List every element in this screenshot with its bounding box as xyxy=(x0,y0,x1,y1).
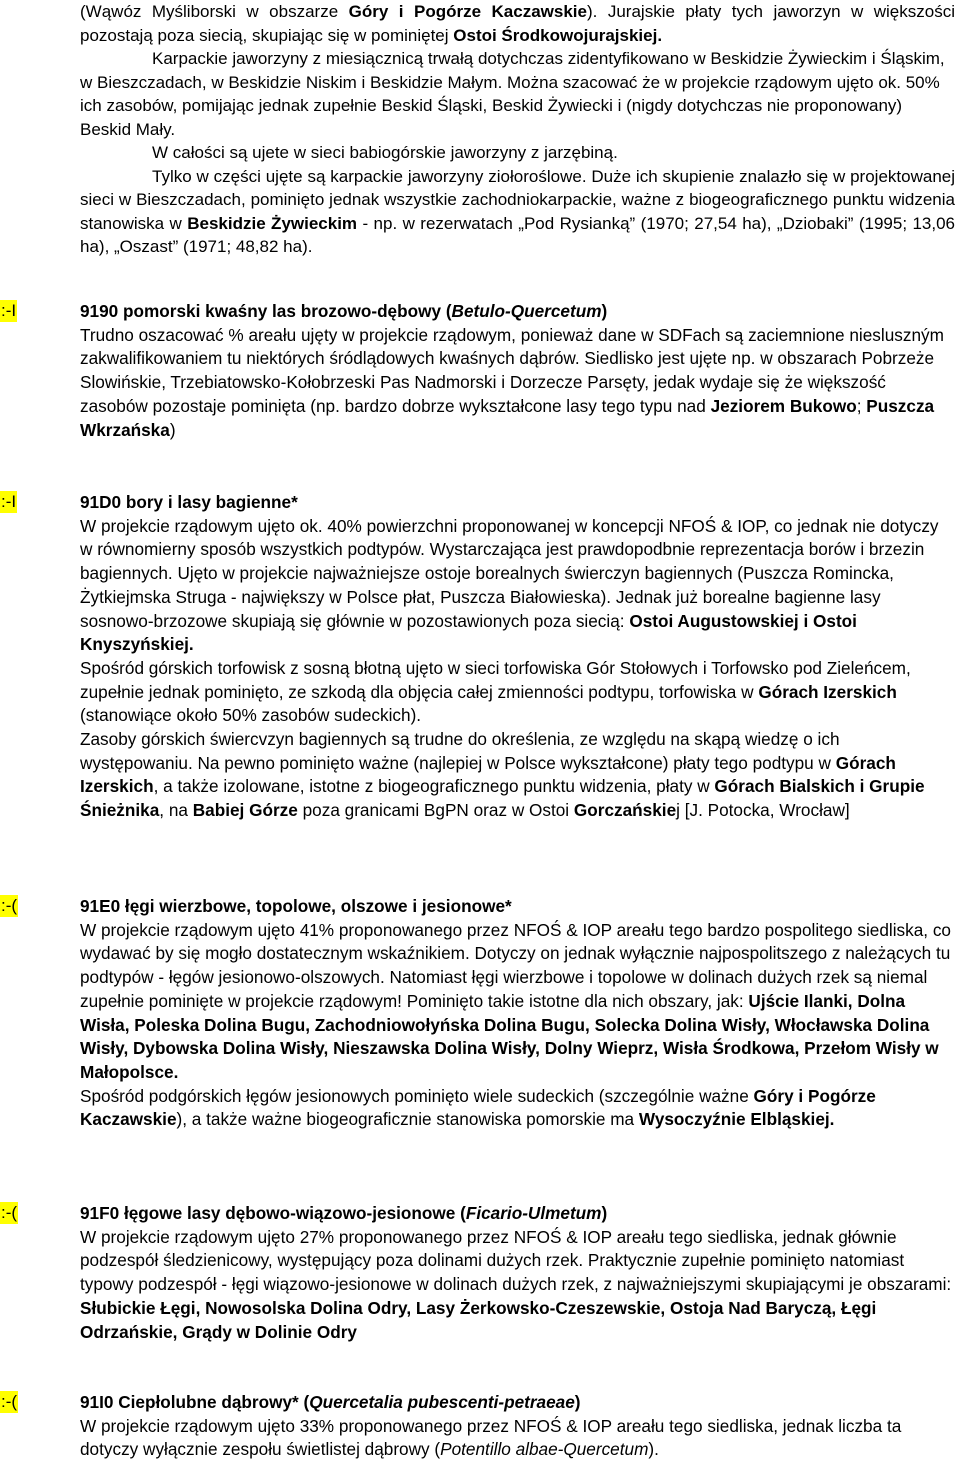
rating-badge: :-I xyxy=(1,301,17,320)
section-body xyxy=(80,491,955,823)
place-name: Puszcza Wkrzańska xyxy=(80,395,935,440)
text: ). Jurajskie płaty tych jaworzyn w większości pozostają poza siecią, skupiając się w pominiętej xyxy=(80,2,955,45)
rating-badge: :-( xyxy=(1,1392,18,1411)
section-body xyxy=(80,300,955,442)
place-name: Góry i Pogórze Kaczawskie xyxy=(80,1085,876,1130)
place-name: Babiej Górze xyxy=(192,800,298,821)
text: Spośród górskich torfowisk z sosną błotną ujęto w sieci torfowiska Gór Stołowych i Torfowsko pod Zieleńcem, zupełnie jednak pominięto, ze szkodą dla objęcia całej zmienności podtypu, torfowiska w xyxy=(80,657,911,702)
section-body xyxy=(80,1391,955,1462)
section-heading xyxy=(80,1202,955,1226)
rating-badge: :-( xyxy=(1,896,18,915)
text: Trudno oszacować % areału ujęty w projekcie rządowym, ponieważ dane w SDFach są zaciemnione niesluszným zakwalifikowaniem tu niektórych śródlądowych kwaśnych dąbrów. Siedlisko jest ujęte np. w obszarach Pobrzeże Slowińskie, Trzebiatowsko-Kołobrzeski Pas Nadmorski i Dorzecze Parsęty, jedak wydaje się że większość zasobów pozostaje pominięta (np. bardzo dobrze wykształcone lasy tego typu nad xyxy=(80,324,944,416)
section-text xyxy=(80,324,955,443)
place-list: Ujście Ilanki, Dolna Wisła, Poleska Dolina Bugu, Zachodniowołyńska Dolina Bugu, Solecka Dolina Wisły, Włocławska Dolina Wisły, Dybowska Dolina Wisły, Nieszawska Dolina Wisły, Dolny Wieprz, Wisła Środkowa, Przełom Wisły w Małopolsce. xyxy=(80,990,939,1082)
intro-paragraph-1 xyxy=(80,0,955,47)
text: W projekcie rządowym ujęto 27% proponowanego przez NFOŚ & IOP areału tego siedliska, jednak głównie podzespół śledzienicowy, występujący poza dolinami dużych rzek. Praktycznie zupełnie pominięto natomiast typowy podzespół - łęgi wiązowo-jesionowe w dolinach dużych rzek, z najważniejszymi skupiającymi je obszarami: xyxy=(80,1226,952,1295)
latin-name: Betulo-Quercetum xyxy=(451,301,602,321)
section-heading: 91E0 łęgi wierzbowe, topolowe, olszowe i jesionowe* xyxy=(80,896,512,916)
heading-text: 9190 pomorski kwaśny las brozowo-dębowy ( xyxy=(80,301,452,321)
heading-text: 91I0 Ciepłolubne dąbrowy* ( xyxy=(80,1392,310,1412)
text: poza granicami BgPN oraz w Ostoi xyxy=(297,800,574,821)
place-name: Góry i Pogórze Kaczawskie xyxy=(348,2,587,21)
section-paragraph-2 xyxy=(80,1085,955,1132)
text: W projekcie rządowym ujęto 33% proponowanego przez NFOŚ & IOP areału tego siedliska, jednak liczba ta dotyczy wyłącznie zespołu świetlistej dąbrowy ( xyxy=(80,1415,902,1460)
heading-text: ) xyxy=(574,1392,581,1412)
text: W projekcie rządowym ujęto ok. 40% powierzchni proponowanej w koncepcji NFOŚ & IOP, co jednak nie dotyczy w równomierny sposób wszystkich podtypów. Wystarczająca jest prawdopodbnie reprezentacja borów i brzezin bagiennych. Ujęto w projekcie najważniejsze ostoje borealnych świerczyn bagiennych (Puszcza Romincka, Żytkiejmska Struga - największy w Polsce płat, Puszcza Białowieska). Jednak już borealne bagienne lasy sosnowo-brzozowe skupiają się głównie w pozostawionych poza siecią: xyxy=(80,515,939,631)
heading-text: ) xyxy=(601,301,608,321)
text: Tylko w części ujęte są karpackie jaworzyny ziołoroślowe. Duże ich skupienie znalazło się w projektowanej sieci w Bieszczadach, pominięto jednak wszystkie zachodniokarpackie, ważne z biogeograficznego punktu widzenia stanowiska w xyxy=(80,166,955,233)
text: (Wąwóz Myśliborski w obszarze xyxy=(80,2,349,21)
place-name: Beskidzie Żywieckim xyxy=(187,213,358,233)
rating-badge: :-( xyxy=(1,1203,18,1222)
place-name: Wysoczyźnie Elbląskiej. xyxy=(638,1109,835,1130)
heading-text: 91F0 łęgowe lasy dębowo-wiązowo-jesionowe ( xyxy=(80,1203,466,1223)
intro-block xyxy=(80,0,955,259)
place-name: Ostoi Augustowskiej i Ostoi Knyszyńskiej. xyxy=(80,610,857,655)
intro-paragraph-4 xyxy=(80,165,955,259)
place-name: Gorczańskie xyxy=(573,800,677,821)
latin-name: Potentillo albae-Quercetum xyxy=(440,1439,649,1460)
section-paragraph-2 xyxy=(80,657,955,728)
text: j [J. Potocka, Wrocław] xyxy=(676,800,850,821)
section-paragraph-1 xyxy=(80,919,955,1085)
text: ). xyxy=(648,1439,659,1460)
section-heading: 91D0 bory i lasy bagienne* xyxy=(80,492,298,512)
text: Spośród podgórskich łęgów jesionowych pominięto wiele sudeckich (szczególnie ważne xyxy=(80,1085,754,1106)
place-name: Górach Izerskich xyxy=(80,752,896,797)
text: ) xyxy=(169,419,176,440)
intro-paragraph-3: W całości są ujete w sieci babiogórskie jaworzyny z jarzębiną. xyxy=(152,143,618,162)
section-paragraph-1 xyxy=(80,515,955,657)
place-list: Słubickie Łęgi, Nowosolska Dolina Odry, Lasy Żerkowsko-Czeszewskie, Ostoja Nad Baryczą, Łęgi Odrzańskie, Grądy w Dolinie Odry xyxy=(80,1297,877,1342)
text: , na xyxy=(159,800,193,821)
text: W projekcie rządowym ujęto 41% proponowanego przez NFOŚ & IOP areału tego bardzo pospolitego siedliska, co wydawać by się mogło dostatecznym wskaźnikiem. Dotyczy on jednak wyłącznie najpospolitszego z należących tu podtypów - łęgów jesionowo-olszowych. Natomiast łęgi wierzbowe i topolowe w dolinach dużych rzek są niemal zupełnie pominięte w projekcie rządowym! Pominięto takie istotne dla nich obszary, jak: xyxy=(80,919,951,1011)
section-text xyxy=(80,1226,955,1345)
text: - np. w rezerwatach „Pod Rysianką” (1970; 27,54 ha), „Dziobaki” (1995; 13,06 ha), „Oszast” (1971; 48,82 ha). xyxy=(80,213,956,256)
rating-badge: :-I xyxy=(1,492,17,511)
latin-name: Quercetalia pubescenti-petraeae xyxy=(309,1392,575,1412)
section-heading xyxy=(80,1391,955,1415)
section-paragraph-3 xyxy=(80,728,955,823)
section-body xyxy=(80,895,955,1132)
section-heading xyxy=(80,300,955,324)
place-name: Ostoi Środkowojurajskiej. xyxy=(453,25,663,45)
text: (stanowiące około 50% zasobów sudeckich). xyxy=(80,705,422,726)
intro-paragraph-2: Karpackie jaworzyny z miesiącznicą trwałą dotychczas zidentyfikowano w Beskidzie Żywieckim i Śląskim, w Bieszczadach, w Beskidzie Niskim i Beskidzie Małym. Można szacować że w projekcie rządowym ujęto ok. 50% ich zasobów, pomijając jednak zupełnie Beskid Śląski, Beskid Żywiecki i (nigdy dotychczas nie proponowany) Beskid Mały. xyxy=(80,49,945,139)
text: , a także izolowane, istotne z biogeograficznego punktu widzenia, płaty w xyxy=(153,776,715,797)
text: ; xyxy=(856,395,867,416)
text: Zasoby górskich świercvzyn bagiennych są trudne do określenia, ze względu na skąpą wiedzę o ich występowaniu. Na pewno pominięto ważne (najlepiej w Polsce wykształcone) płaty tego podtypu w xyxy=(80,729,840,773)
latin-name: Ficario-Ulmetum xyxy=(465,1203,602,1223)
heading-text: ) xyxy=(601,1203,608,1223)
place-name: Jeziorem Bukowo xyxy=(710,395,857,416)
place-name: Górach Izerskich xyxy=(758,681,897,702)
section-body xyxy=(80,1202,955,1344)
section-text xyxy=(80,1415,955,1462)
text: ), a także ważne biogeograficznie stanowiska pomorskie ma xyxy=(176,1109,639,1130)
place-name: Górach Bialskich i Grupie Śnieżnika xyxy=(80,776,925,821)
